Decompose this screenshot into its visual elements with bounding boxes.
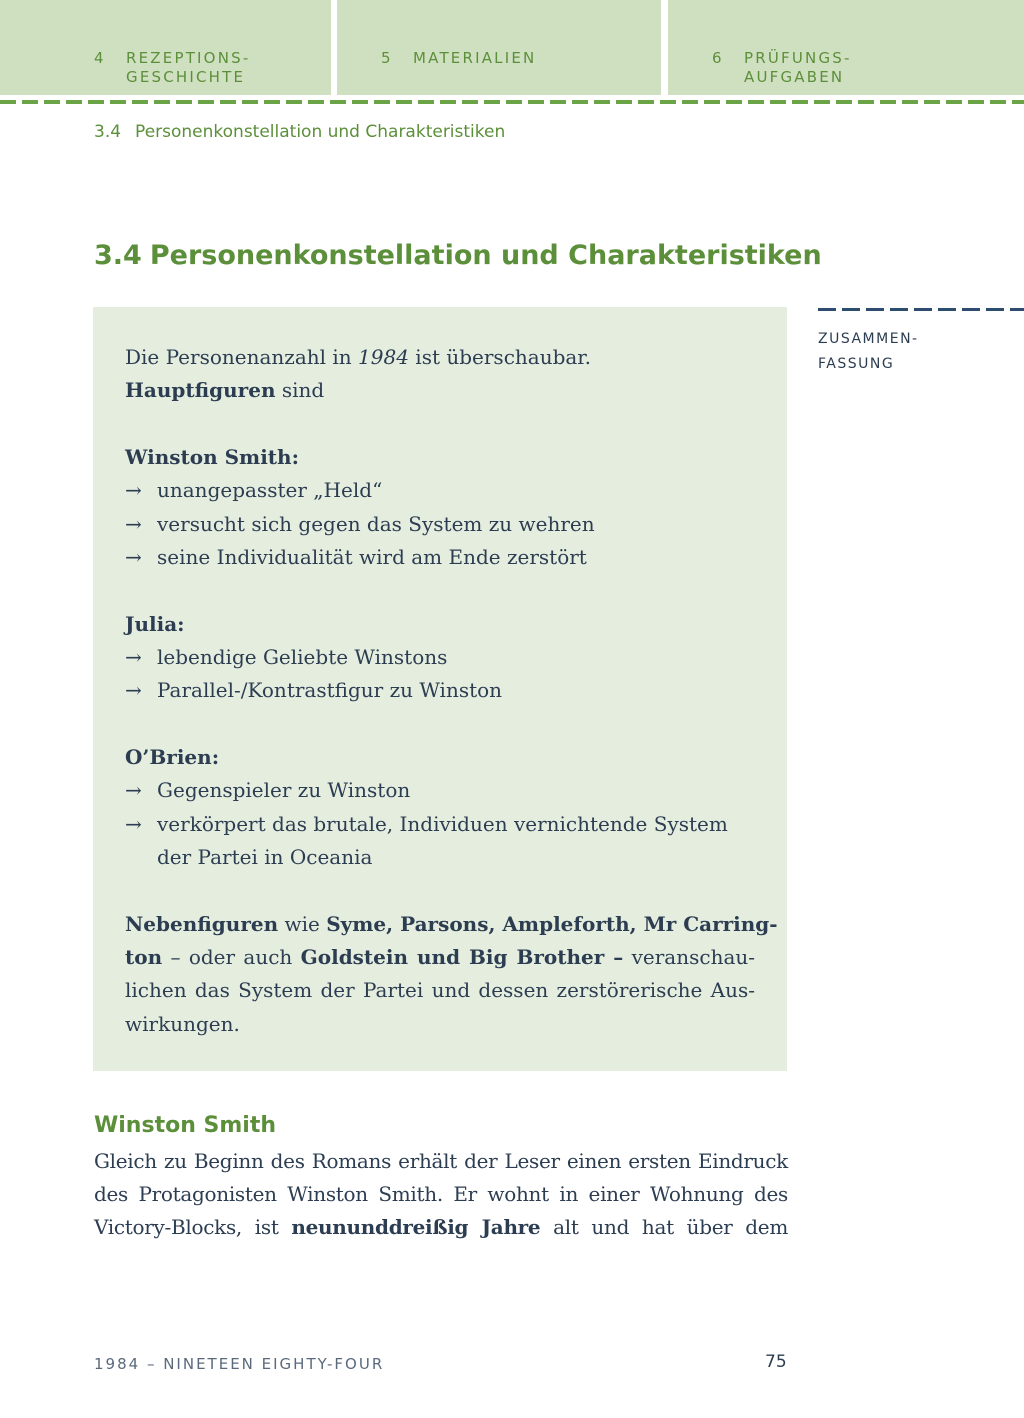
arrow-icon: → — [125, 512, 142, 536]
summary-minor-figures: ton – oder auch Goldstein und Big Brother – veranschau- — [125, 945, 756, 969]
arrow-icon: → — [125, 812, 142, 836]
tab-number: 4 — [94, 49, 106, 67]
arrow-icon: → — [125, 545, 142, 569]
arrow-icon: → — [125, 778, 142, 802]
tab-label: REZEPTIONS- GESCHICHTE — [126, 49, 251, 86]
character-name: O’Brien: — [125, 745, 220, 769]
page-number: 75 — [765, 1352, 787, 1372]
subsection-title: Winston Smith — [94, 1113, 277, 1138]
summary-intro: Die Personenanzahl in 1984 ist überschaubar. — [125, 345, 592, 369]
character-name: Julia: — [125, 612, 185, 636]
footer-book-title: 1984 – NINETEEN EIGHTY-FOUR — [94, 1355, 385, 1373]
summary-minor-figures: wirkungen. — [125, 1012, 240, 1036]
list-item: verkörpert das brutale, Individuen vernichtende System — [157, 812, 728, 836]
list-item: versucht sich gegen das System zu wehren — [157, 512, 595, 536]
summary-main-figures: Hauptfiguren sind — [125, 378, 325, 402]
arrow-icon: → — [125, 645, 142, 669]
body-text-line: des Protagonisten Winston Smith. Er wohnt in einer Wohnung des — [94, 1182, 788, 1206]
list-item: Gegenspieler zu Winston — [157, 778, 411, 802]
tab-rezeptionsgeschichte[interactable] — [0, 0, 331, 95]
summary-minor-figures: Nebenfiguren wie Syme, Parsons, Ampleforth, Mr Carring- — [125, 912, 778, 936]
list-item: unangepasster „Held“ — [157, 478, 383, 502]
margin-note: ZUSAMMEN- FASSUNG — [818, 331, 919, 372]
list-item: seine Individualität wird am Ende zerstört — [157, 545, 587, 569]
header-divider — [0, 100, 1024, 104]
summary-minor-figures: lichen das System der Partei und dessen zerstörerische Aus- — [125, 978, 755, 1002]
tab-label: PRÜFUNGS- AUFGABEN — [744, 49, 852, 86]
tab-label: MATERIALIEN — [413, 49, 537, 67]
body-text-line: Gleich zu Beginn des Romans erhält der Leser einen ersten Eindruck — [94, 1149, 788, 1173]
page-title: 3.4 Personenkonstellation und Charakteristiken — [94, 240, 822, 271]
breadcrumb: 3.4 Personenkonstellation und Charakteristiken — [94, 122, 506, 142]
arrow-icon: → — [125, 478, 142, 502]
list-item-continuation: der Partei in Oceania — [157, 845, 373, 869]
body-text-line: Victory-Blocks, ist neununddreißig Jahre alt und hat über dem — [94, 1215, 788, 1239]
tab-materialien[interactable] — [337, 0, 661, 95]
arrow-icon: → — [125, 678, 142, 702]
summary-box — [93, 307, 787, 1071]
tab-number: 5 — [381, 49, 393, 67]
tab-number: 6 — [712, 49, 724, 67]
margin-divider — [818, 308, 1024, 311]
character-name: Winston Smith: — [125, 445, 299, 469]
list-item: Parallel-/Kontrastfigur zu Winston — [157, 678, 503, 702]
list-item: lebendige Geliebte Winstons — [157, 645, 448, 669]
tab-pruefungsaufgaben[interactable] — [668, 0, 1024, 95]
